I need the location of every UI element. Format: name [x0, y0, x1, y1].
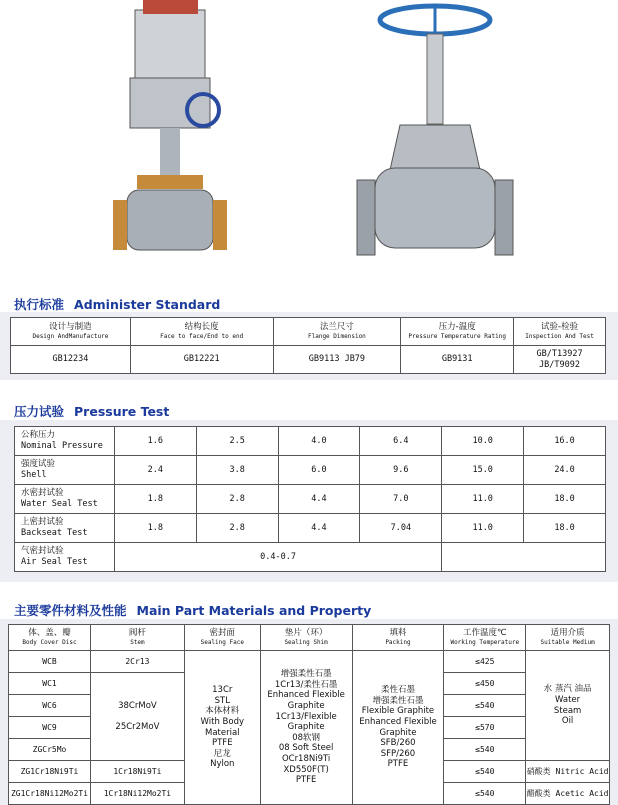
materials-header: 阀杆 Stem	[90, 625, 184, 651]
material-stem: 38CrMoV 25Cr2MoV	[90, 673, 184, 761]
material-body: WC1	[9, 673, 91, 695]
pressure-cell: 6.0	[278, 456, 360, 485]
pressure-cell-air: 0.4-0.7	[114, 543, 441, 572]
materials-header: 垫片（环） Sealing Shim	[260, 625, 352, 651]
pressure-cell: 24.0	[524, 456, 606, 485]
pressure-heading-cn: 压力试验	[14, 404, 65, 419]
standard-value: GB12221	[130, 346, 273, 374]
standard-header: 压力-温度 Pressure Temperature Rating	[401, 318, 514, 346]
standard-heading	[14, 295, 220, 313]
materials-heading-en: Main Part Materials and Property	[136, 603, 372, 618]
pressure-heading	[14, 402, 169, 420]
standard-header: 试验-检验 Inspection And Test	[514, 318, 606, 346]
pressure-cell: 2.5	[196, 427, 278, 456]
material-temperature: ≤450	[444, 673, 526, 695]
material-temperature: ≤540	[444, 783, 526, 805]
pressure-cell: 2.8	[196, 514, 278, 543]
pressure-cell: 1.6	[114, 427, 196, 456]
pressure-cell: 18.0	[524, 485, 606, 514]
pressure-cell: 7.04	[360, 514, 442, 543]
material-medium-acetic: 醋酸类 Acetic Acid	[526, 783, 610, 805]
standard-header: 法兰尺寸 Flange Dimension	[273, 318, 401, 346]
standard-header: 结构长度 Face to face/End to end	[130, 318, 273, 346]
pressure-cell: 2.4	[114, 456, 196, 485]
product-photo-handwheel-gate-valve	[355, 0, 515, 282]
pressure-cell: 18.0	[524, 514, 606, 543]
material-stem: 1Cr18Ni12Mo2Ti	[90, 783, 184, 805]
pressure-row	[15, 456, 606, 485]
material-temperature: ≤570	[444, 717, 526, 739]
standard-value: GB9113 JB79	[273, 346, 401, 374]
material-stem: 1Cr18Ni9Ti	[90, 761, 184, 783]
pressure-row-label: 强度试验 Shell	[15, 456, 115, 485]
standard-table	[10, 317, 606, 374]
standard-heading-cn: 执行标准	[14, 297, 65, 312]
material-shim: 增强柔性石墨 1Cr13/柔性石墨 Enhanced Flexible Graphite 1Cr13/Flexible Graphite 08软钢 08 Soft Steel OCr18Ni9Ti XD550F(T) PTFE	[260, 651, 352, 805]
material-medium: 水 蒸汽 油品 Water Steam Oil	[526, 651, 610, 761]
pressure-cell: 4.4	[278, 514, 360, 543]
pressure-cell: 9.6	[360, 456, 442, 485]
materials-header: 适用介质 Suitable Medium	[526, 625, 610, 651]
material-body: WCB	[9, 651, 91, 673]
material-packing: 柔性石墨 增强柔性石墨 Flexible Graphite Enhanced Flexible Graphite SFB/260 SFP/260 PTFE	[352, 651, 444, 805]
pressure-cell: 2.8	[196, 485, 278, 514]
pressure-cell: 11.0	[442, 514, 524, 543]
materials-table	[8, 624, 610, 805]
material-body: ZGCr5Mo	[9, 739, 91, 761]
material-temperature: ≤425	[444, 651, 526, 673]
standard-value: GB9131	[401, 346, 514, 374]
pressure-row	[15, 514, 606, 543]
material-body: WC6	[9, 695, 91, 717]
pressure-row	[15, 427, 606, 456]
material-sealing-face: 13Cr STL 本体材料 With Body Material PTFE 尼龙 Nylon	[184, 651, 260, 805]
standard-value: GB/T13927 JB/T9092	[514, 346, 606, 374]
pressure-cell: 16.0	[524, 427, 606, 456]
pressure-cell: 11.0	[442, 485, 524, 514]
pressure-cell: 4.4	[278, 485, 360, 514]
pressure-cell-empty	[442, 543, 606, 572]
pressure-table	[14, 426, 606, 572]
materials-header: 工作温度℃ Working Temperature	[444, 625, 526, 651]
pressure-row-label: 气密封试验 Air Seal Test	[15, 543, 115, 572]
material-temperature: ≤540	[444, 739, 526, 761]
material-temperature: ≤540	[444, 761, 526, 783]
pressure-row-air	[15, 543, 606, 572]
product-photo-pneumatic-gate-valve	[105, 0, 235, 282]
materials-header: 体、盖、瓣 Body Cover Disc	[9, 625, 91, 651]
materials-heading-cn: 主要零件材料及性能	[14, 603, 127, 618]
pressure-cell: 1.8	[114, 485, 196, 514]
material-stem: 2Cr13	[90, 651, 184, 673]
pressure-row-label: 水密封试验 Water Seal Test	[15, 485, 115, 514]
material-medium-nitric: 硝酸类 Nitric Acid	[526, 761, 610, 783]
pressure-cell: 3.8	[196, 456, 278, 485]
material-body: WC9	[9, 717, 91, 739]
pressure-row-label: 上密封试验 Backseat Test	[15, 514, 115, 543]
standard-heading-en: Administer Standard	[74, 297, 221, 312]
pressure-cell: 1.8	[114, 514, 196, 543]
pressure-row	[15, 485, 606, 514]
materials-header: 密封面 Sealing Face	[184, 625, 260, 651]
pressure-cell: 4.0	[278, 427, 360, 456]
materials-header: 填料 Packing	[352, 625, 444, 651]
pressure-row-label: 公称压力 Nominal Pressure	[15, 427, 115, 456]
material-temperature: ≤540	[444, 695, 526, 717]
material-body: ZG1Cr18Ni9Ti	[9, 761, 91, 783]
standard-value: GB12234	[11, 346, 131, 374]
material-body: ZG1Cr18Ni12Mo2Ti	[9, 783, 91, 805]
pressure-heading-en: Pressure Test	[74, 404, 170, 419]
pressure-cell: 6.4	[360, 427, 442, 456]
standard-header: 设计与制造 Design AndManufacture	[11, 318, 131, 346]
pressure-cell: 10.0	[442, 427, 524, 456]
pressure-cell: 7.0	[360, 485, 442, 514]
pressure-cell: 15.0	[442, 456, 524, 485]
materials-heading	[14, 601, 371, 619]
